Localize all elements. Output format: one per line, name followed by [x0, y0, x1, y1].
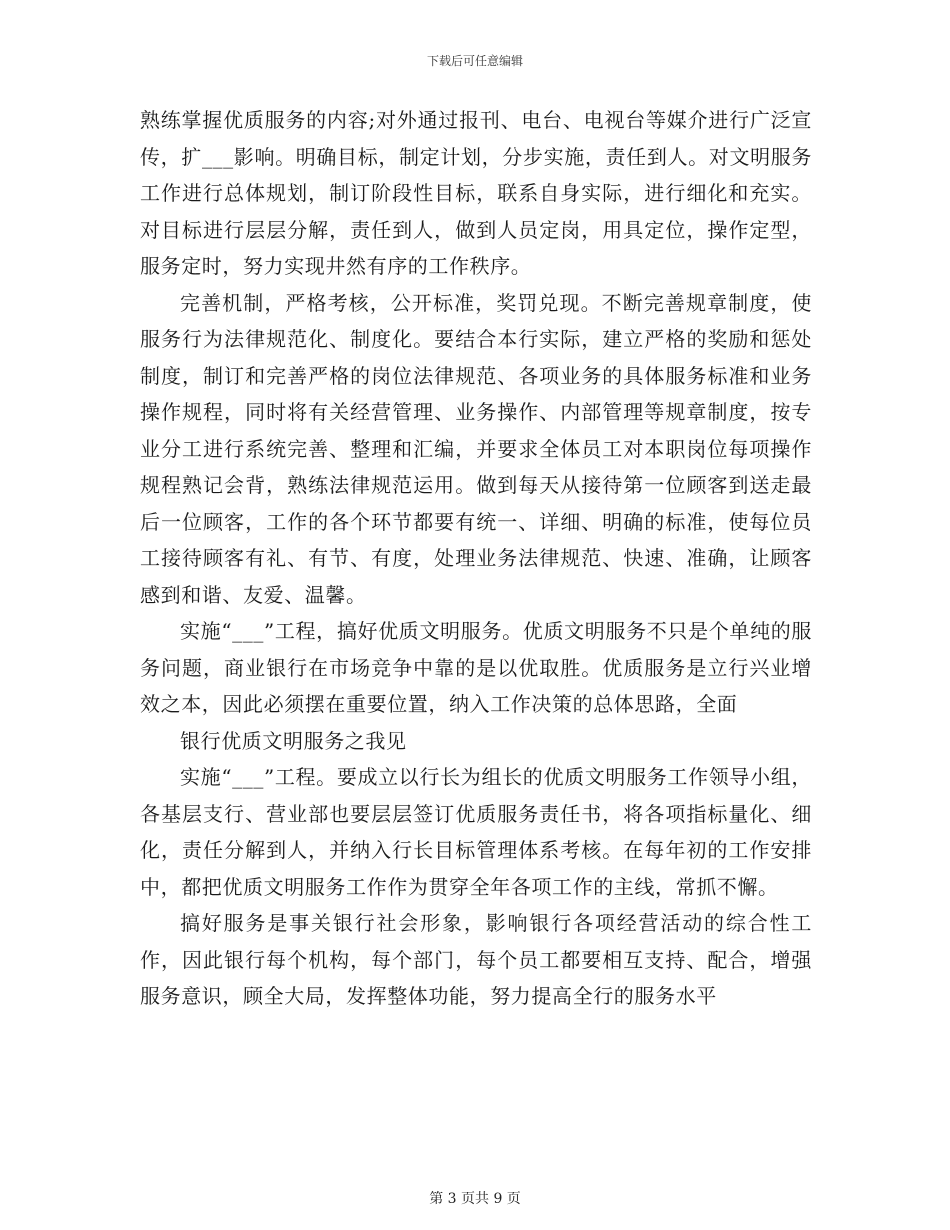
- paragraph-3: 实施“___”工程，搞好优质文明服务。优质文明服务不只是个单纯的服务问题，商业银行在市场竞争中靠的是以优取胜。优质服务是立行兴业增效之本，因此必须摆在重要位置，纳入工作决策的总体思路，全面: [140, 619, 812, 716]
- section-title: 银行优质文明服务之我见: [180, 728, 407, 753]
- paragraph-5: 搞好服务是事关银行社会形象，影响银行各项经营活动的综合性工作，因此银行每个机构，每个部门，每个员工都要相互支持、配合，增强服务意识，顾全大局，发挥整体功能，努力提高全行的服务水平: [140, 911, 812, 1008]
- paragraph-2: 完善机制，严格考核，公开标准，奖罚兑现。不断完善规章制度，使服务行为法律规范化、制度化。要结合本行实际，建立严格的奖励和惩处制度，制订和完善严格的岗位法律规范、各项业务的具体服务标准和业务操作规程，同时将有关经营管理、业务操作、内部管理等规章制度，按专业分工进行系统完善、整理和汇编，并要求全体员工对本职岗位每项操作规程熟记会背，熟练法律规范运用。做到每天从接待第一位顾客到送走最后一位顾客，工作的各个环节都要有统一、详细、明确的标准，使每位员工接待顾客有礼、有节、有度，处理业务法律规范、快速、准确，让顾客感到和谐、友爱、温馨。: [140, 290, 812, 607]
- document-body: [140, 102, 812, 1015]
- paragraph-1: 熟练掌握优质服务的内容;对外通过报刊、电台、电视台等媒介进行广泛宣传，扩___影响。明确目标，制定计划，分步实施，责任到人。对文明服务工作进行总体规划，制订阶段性目标，联系自身实际，进行细化和充实。对目标进行层层分解，责任到人，做到人员定岗，用具定位，操作定型，服务定时，努力实现井然有序的工作秩序。: [140, 108, 812, 278]
- page-footer: 第 3 页共 9 页: [429, 1191, 521, 1207]
- page-header: 下载后可任意编辑: [426, 54, 523, 68]
- paragraph-4: 实施“___”工程。要成立以行长为组长的优质文明服务工作领导小组，各基层支行、营业部也要层层签订优质服务责任书，将各项指标量化、细化，责任分解到人，并纳入行长目标管理体系考核。在每年初的工作安排中，都把优质文明服务工作作为贯穿全年各项工作的主线，常抓不懈。: [140, 765, 812, 899]
